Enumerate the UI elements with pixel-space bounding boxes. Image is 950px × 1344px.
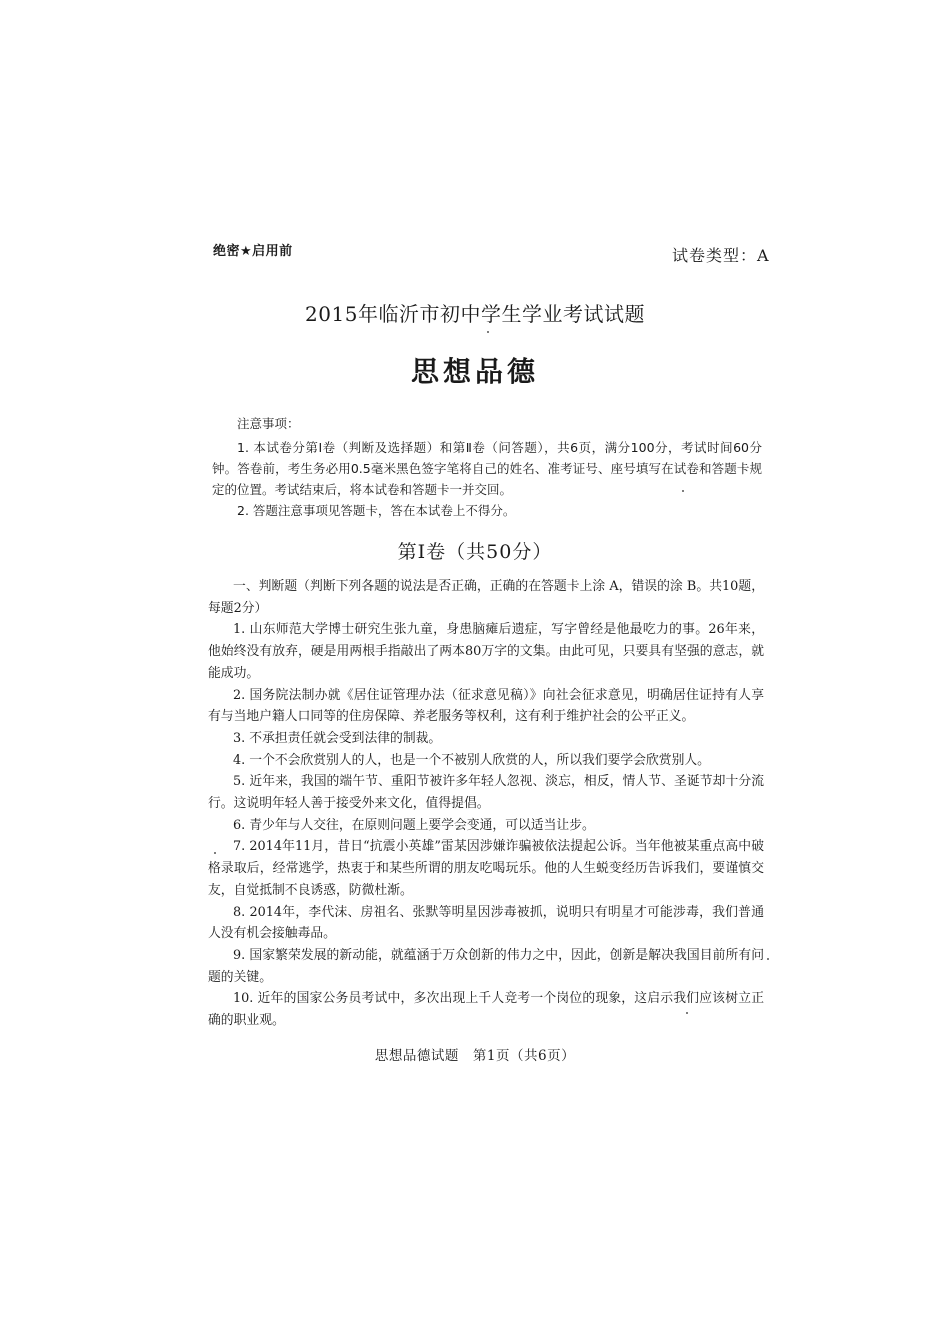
- scan-speck: [682, 490, 684, 492]
- note-item: 2. 答题注意事项见答题卡，答在本试卷上不得分。: [237, 503, 516, 518]
- note-item: 1. 本试卷分第Ⅰ卷（判断及选择题）和第Ⅱ卷（问答题），共6页，满分100分，考试时间60分钟。答卷前，考生务必用0.5毫米黑色签字笔将自己的姓名、准考证号、座号填写在试卷和答题卡规定的位置。考试结束后，将本试卷和答题卡一并交回。: [212, 440, 762, 497]
- subject-title: 思想品德: [410, 355, 539, 388]
- question-item: 1. 山东师范大学博士研究生张九童，身患脑瘫后遗症，写字曾经是他最吃力的事。26年来，他始终没有放弃，硬是用两根手指敲出了两本80万字的文集。由此可见，只要具有坚强的意志，就能成功。: [208, 622, 764, 681]
- notes-heading: 注意事项：: [237, 416, 300, 431]
- section-heading: 一、判断题（判断下列各题的说法是否正确，正确的在答题卡上涂 A，错误的涂 B。共10题，每题2分）: [208, 579, 764, 616]
- part-title: 第Ⅰ卷（共50分）: [397, 541, 553, 563]
- question-item: 3. 不承担责任就会受到法律的制裁。: [233, 730, 442, 746]
- question-item: 6. 青少年与人交往，在原则问题上要学会变通，可以适当让步。: [233, 817, 595, 833]
- question-item: 2. 国务院法制办就《居住证管理办法（征求意见稿）》向社会征求意见，明确居住证持有人享有与当地户籍人口同等的住房保障、养老服务等权利，这有利于维护社会的公平正义。: [208, 687, 764, 725]
- notes-block: [212, 437, 762, 521]
- scan-speck: [767, 958, 769, 960]
- question-item: 8. 2014年，李代沫、房祖名、张默等明星因涉毒被抓，说明只有明星才可能涉毒，我们普通人没有机会接触毒品。: [208, 904, 764, 942]
- page-footer: 思想品德试题 第1页（共6页）: [374, 1048, 576, 1064]
- paper-type-label: 试卷类型：A: [672, 246, 770, 265]
- confidential-label: 绝密★启用前: [213, 244, 293, 259]
- scan-speck: [214, 852, 216, 854]
- question-item: 7. 2014年11月，昔日“抗震小英雄”雷某因涉嫌诈骗被依法提起公诉。当年他被某重点高中破格录取后，经常逃学，热衷于和某些所谓的朋友吃喝玩乐。他的人生蜕变经历告诉我们，要谨慎交友，自觉抵制不良诱惑，防微杜渐。: [208, 839, 764, 898]
- scan-speck: [686, 1012, 688, 1014]
- question-item: 9. 国家繁荣发展的新动能，就蕴涵于万众创新的伟力之中，因此，创新是解决我国目前所有问题的关键。: [208, 947, 764, 985]
- scan-speck: [487, 331, 489, 333]
- question-section: [208, 576, 764, 1032]
- question-item: 5. 近年来，我国的端午节、重阳节被许多年轻人忽视、淡忘，相反，情人节、圣诞节却十分流行。这说明年轻人善于接受外来文化，值得提倡。: [208, 774, 764, 812]
- question-item: 10. 近年的国家公务员考试中，多次出现上千人竞考一个岗位的现象，这启示我们应该树立正确的职业观。: [208, 991, 764, 1029]
- question-item: 4. 一个不会欣赏别人的人，也是一个不被别人欣赏的人，所以我们要学会欣赏别人。: [233, 752, 710, 768]
- exam-title: 2015年临沂市初中学生学业考试试题: [305, 302, 645, 326]
